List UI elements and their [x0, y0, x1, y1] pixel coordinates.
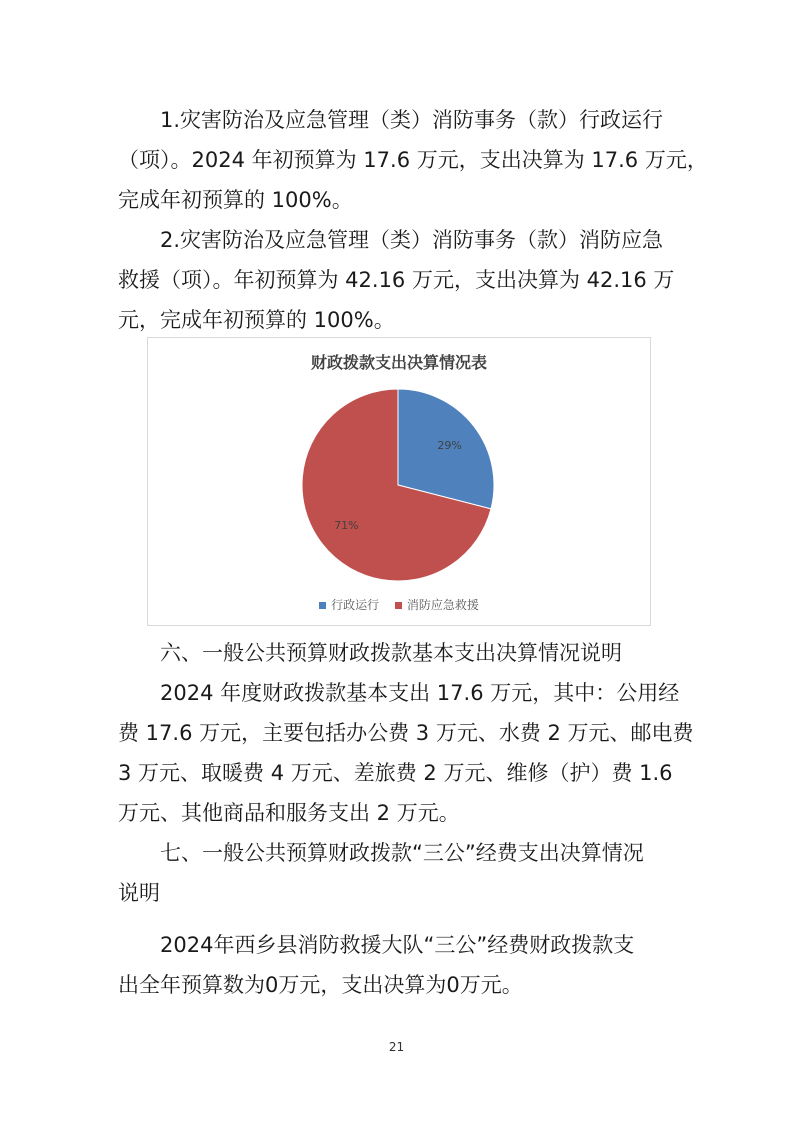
paragraph-basic-expenditure — [118, 673, 694, 833]
pie-chart-canvas — [148, 338, 650, 625]
text-line: 完成年初预算的 100%。 — [118, 188, 353, 212]
pie-data-label: 71% — [334, 519, 359, 533]
text-line: 2024 年度财政拨款基本支出 17.6 万元，其中：公用经 — [118, 681, 680, 705]
section-heading-basic-expenditure — [118, 633, 678, 673]
text-line: 万元、其他商品和服务支出 2 万元。 — [118, 801, 460, 825]
section-heading-three-public — [118, 833, 678, 913]
chart-legend — [148, 596, 650, 613]
pie-data-label: 29% — [437, 438, 462, 452]
legend-item-rescue — [395, 596, 479, 613]
paragraph-emergency-rescue — [118, 220, 678, 340]
legend-item-admin — [319, 596, 379, 613]
page-number: 21 — [388, 1040, 405, 1054]
legend-label: 行政运行 — [331, 598, 380, 612]
text-line: 六、一般公共预算财政拨款基本支出决算情况说明 — [118, 641, 622, 665]
text-line: 救援（项）。年初预算为 42.16 万元，支出决算为 42.16 万 — [118, 268, 675, 292]
text-line: 3 万元、取暖费 4 万元、差旅费 2 万元、维修（护）费 1.6 — [118, 761, 673, 785]
pie-chart — [147, 337, 651, 626]
legend-swatch-rescue — [395, 602, 402, 609]
paragraph-three-public — [118, 925, 678, 1005]
text-line: 费 17.6 万元，主要包括办公费 3 万元、水费 2 万元、邮电费 — [118, 721, 694, 745]
text-line: 2.灾害防治及应急管理（类）消防事务（款）消防应急 — [118, 228, 664, 252]
chart-title: 财政拨款支出决算情况表 — [310, 353, 487, 372]
text-line: 1.灾害防治及应急管理（类）消防事务（款）行政运行 — [118, 108, 664, 132]
text-line: 七、一般公共预算财政拨款“三公”经费支出决算情况 — [118, 841, 644, 865]
text-line: 说明 — [118, 881, 160, 905]
text-line: 元，完成年初预算的 100%。 — [118, 308, 395, 332]
text-line: （项）。2024 年初预算为 17.6 万元，支出决算为 17.6 万元， — [118, 148, 708, 172]
legend-label: 消防应急救援 — [406, 598, 479, 612]
paragraph-admin-operation — [118, 100, 708, 220]
text-line: 出全年预算数为0万元，支出决算为0万元。 — [118, 973, 523, 997]
legend-swatch-admin — [319, 602, 326, 609]
text-line: 2024年西乡县消防救援大队“三公”经费财政拨款支 — [118, 933, 635, 957]
